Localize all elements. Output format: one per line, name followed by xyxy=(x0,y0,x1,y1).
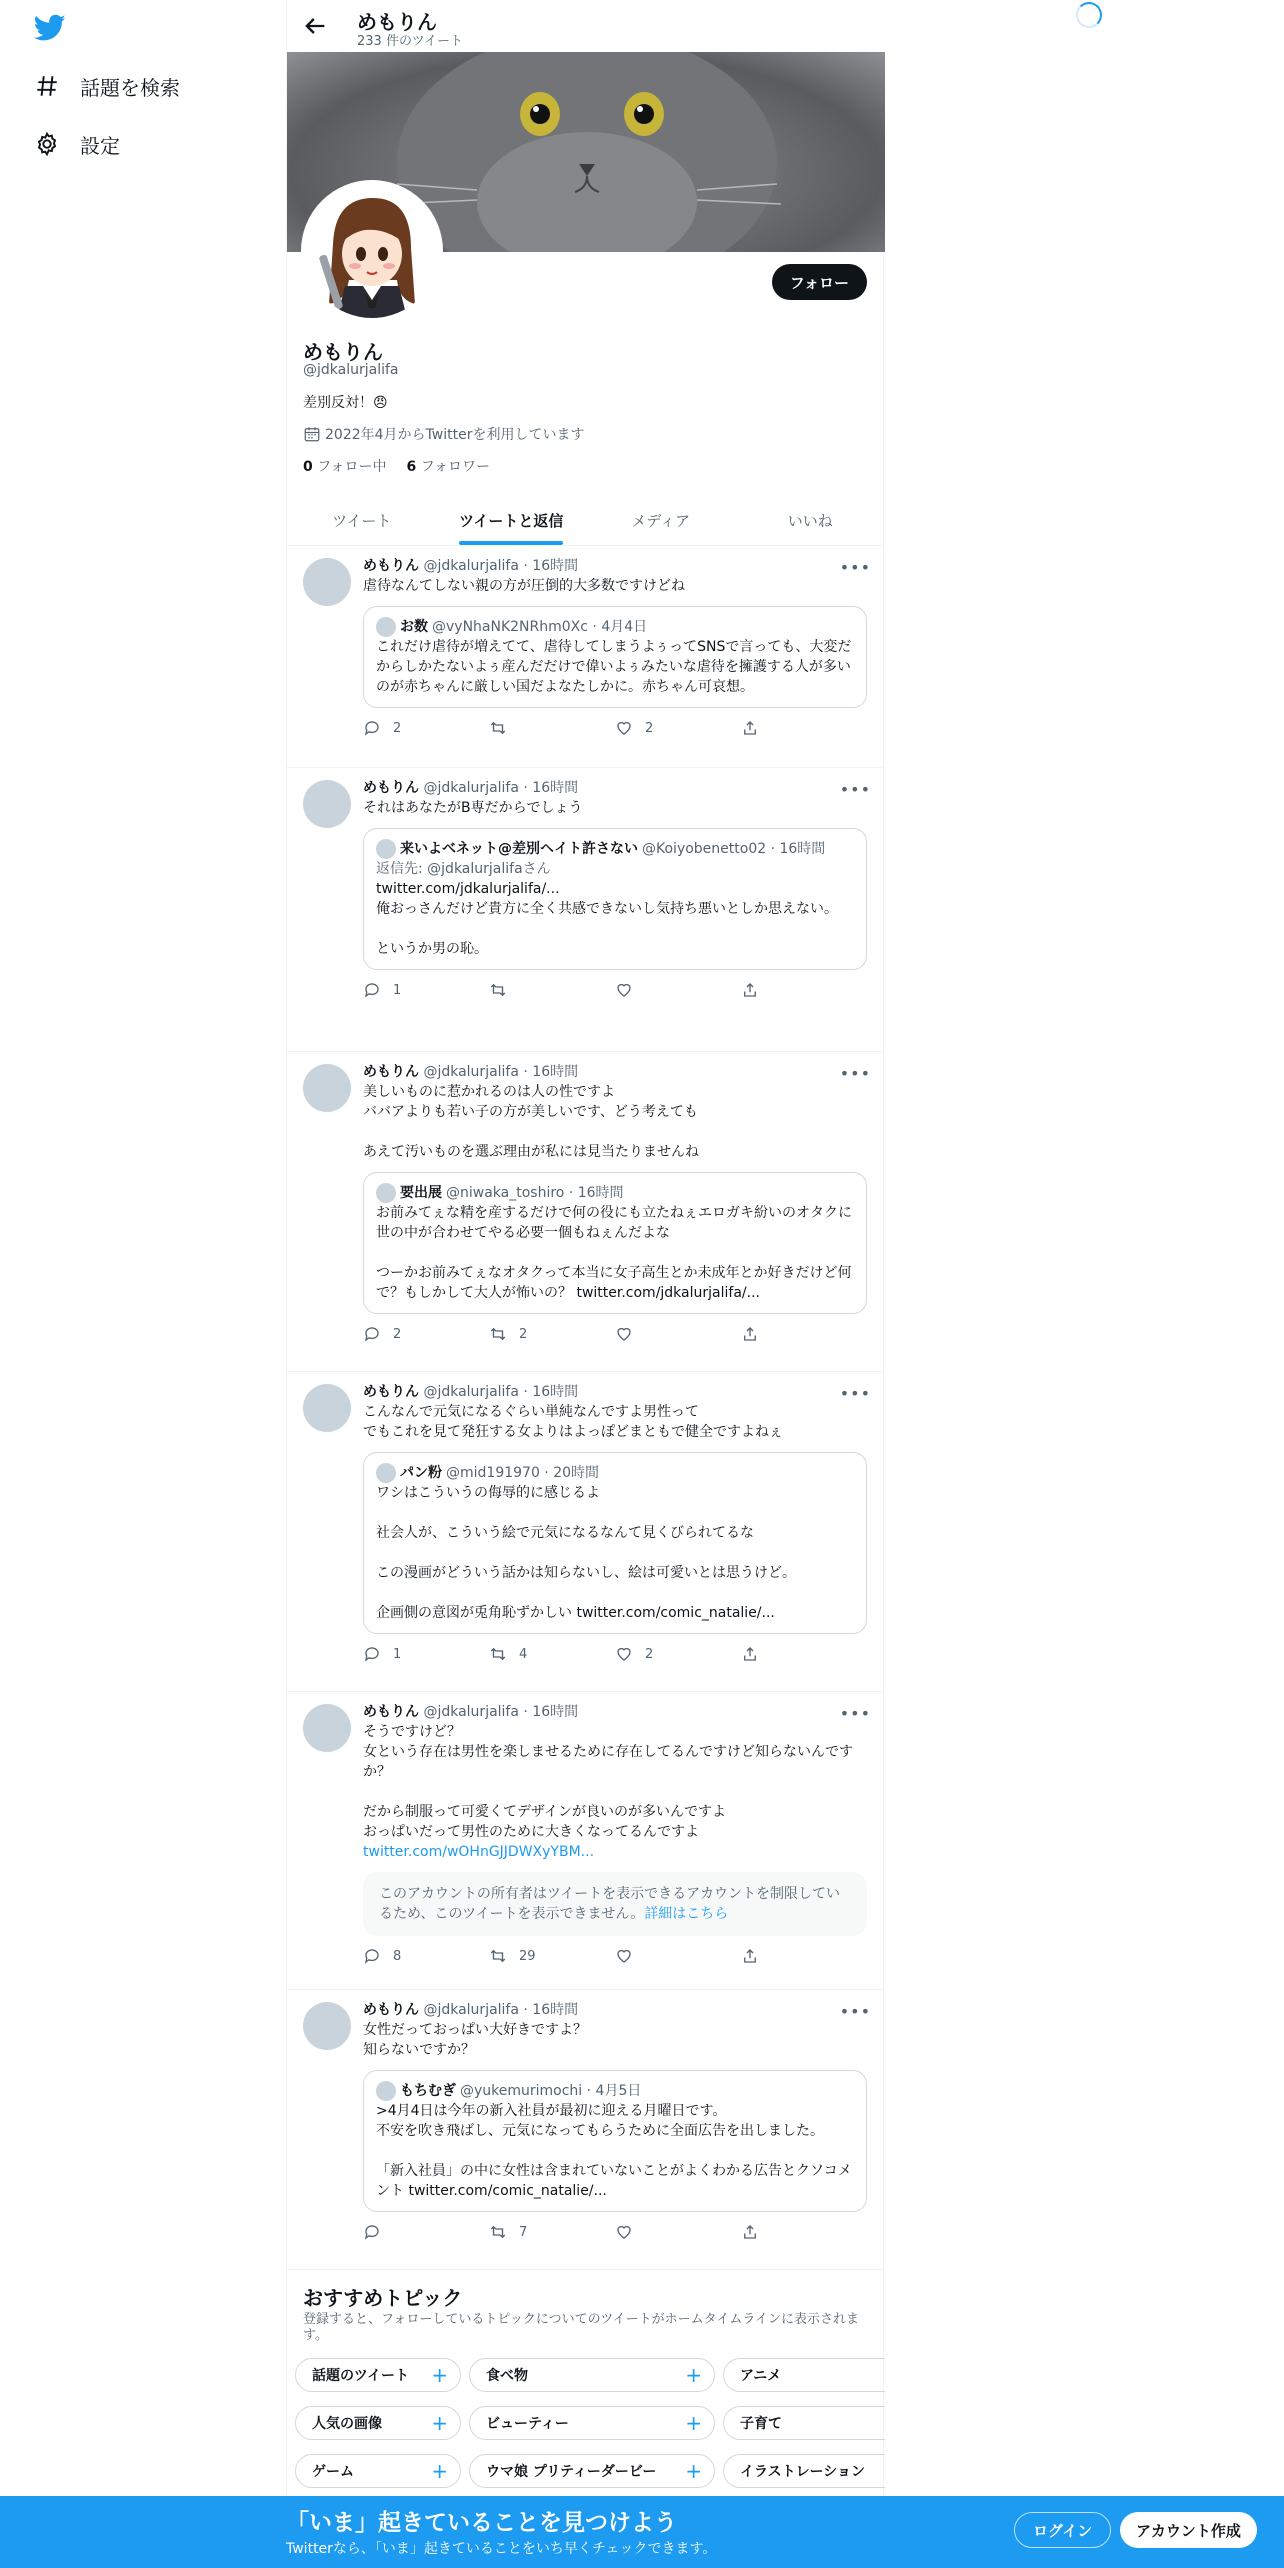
tweet-author-name[interactable]: めもりん xyxy=(363,2002,419,2018)
unavailable-tweet-notice xyxy=(363,1872,867,1936)
quoted-avatar xyxy=(376,839,396,859)
share-icon xyxy=(741,1947,759,1965)
like-button[interactable] xyxy=(615,981,741,999)
quoted-author-name: お数 xyxy=(400,619,428,635)
quoted-tweet[interactable] xyxy=(363,828,867,970)
tweet-avatar[interactable] xyxy=(303,1064,351,1112)
like-button[interactable] xyxy=(615,2223,741,2241)
signup-button[interactable]: アカウント作成 xyxy=(1120,2512,1257,2548)
reply-button[interactable] xyxy=(363,2223,489,2241)
tweet[interactable] xyxy=(287,1052,885,1372)
topic-label: 子育て xyxy=(740,2416,782,2432)
quoted-avatar xyxy=(376,1183,396,1203)
quoted-meta: @mid191970 · 20時間 xyxy=(446,1465,600,1481)
tweet-meta: @jdkalurjalifa · 16時間 xyxy=(423,1704,579,1720)
tweet-header xyxy=(363,778,871,798)
topic-chip[interactable] xyxy=(469,2406,715,2440)
notice-text: このアカウントの所有者はツイートを表示できるアカウントを制限しているため、このツイートを表示できません。 xyxy=(379,1886,841,1922)
plus-icon[interactable]: + xyxy=(431,2411,448,2435)
back-arrow-icon[interactable] xyxy=(301,12,329,40)
share-icon xyxy=(741,1645,759,1663)
heart-icon xyxy=(615,719,633,737)
quoted-text: お前みてぇな精を産するだけで何の役にも立たねぇエロガキ紛いのオタクに世の中が合わせてやる必要一個もねぇんだよな つーかお前みてぇなオタクって本当に女子高生とか未成年とか好きだけど何で？もしかして大人が怖いの？ twitter.com/jdkalurjalifa/... xyxy=(376,1205,852,1301)
retweet-count: 2 xyxy=(519,1326,528,1342)
share-button[interactable] xyxy=(741,1325,867,1343)
retweet-button[interactable] xyxy=(489,981,615,999)
reply-button[interactable] xyxy=(363,981,489,999)
reply-icon xyxy=(363,2223,381,2241)
quoted-tweet[interactable] xyxy=(363,1172,867,1314)
nav-item-explore[interactable] xyxy=(34,66,180,106)
quoted-meta: @niwaka_toshiro · 16時間 xyxy=(446,1185,624,1201)
tweet[interactable] xyxy=(287,768,885,1052)
topic-label: イラストレーション xyxy=(740,2464,866,2480)
share-button[interactable] xyxy=(741,1645,867,1663)
heart-icon xyxy=(615,1645,633,1663)
topic-chip[interactable] xyxy=(295,2454,461,2488)
topic-label: アニメ xyxy=(740,2368,782,2384)
tweet-body xyxy=(363,556,871,738)
tweet-actions xyxy=(363,2222,871,2242)
profile-bio: 差別反対！😠 xyxy=(303,395,388,411)
plus-icon[interactable]: + xyxy=(431,2459,448,2483)
learn-more-link[interactable]: 詳細はこちら xyxy=(644,1906,729,1922)
more-options-icon[interactable]: ••• xyxy=(839,1384,871,1403)
tweet-body xyxy=(363,778,871,1000)
tweet-author-name[interactable]: めもりん xyxy=(363,780,419,796)
quoted-tweet[interactable] xyxy=(363,606,867,708)
retweet-count: 7 xyxy=(519,2224,528,2240)
tab-media[interactable]: メディア xyxy=(631,512,691,530)
followers-label: フォロワー xyxy=(420,459,491,475)
profile-joined xyxy=(303,424,584,444)
tweet-meta: @jdkalurjalifa · 16時間 xyxy=(423,2002,579,2018)
follow-button[interactable]: フォロー xyxy=(772,264,867,300)
topic-chip[interactable] xyxy=(295,2358,461,2392)
nav-item-settings[interactable] xyxy=(34,124,120,164)
tweet-header xyxy=(363,2000,871,2020)
tweet-text: そうですけど？ 女という存在は男性を楽しませるために存在してるんですけど知らないんですか？ だから制服って可愛くてデザインが良いのが多いんですよ おっぱいだって男性のために大きくなってるんですよ xyxy=(363,1724,853,1840)
retweet-icon xyxy=(489,1325,507,1343)
tweet-actions xyxy=(363,1324,871,1344)
reply-icon xyxy=(363,1947,381,1965)
more-options-icon[interactable]: ••• xyxy=(839,1704,871,1723)
reply-icon xyxy=(363,1645,381,1663)
tweet-avatar[interactable] xyxy=(303,2002,351,2050)
profile-stats xyxy=(303,456,490,476)
profile-name: めもりん xyxy=(303,340,383,364)
more-options-icon[interactable]: ••• xyxy=(839,780,871,799)
followers-count: 6 xyxy=(406,459,417,475)
quoted-author-name: もちむぎ xyxy=(400,2083,456,2099)
tab-tweets-and-replies[interactable]: ツイートと返信 xyxy=(437,496,587,545)
heart-icon xyxy=(615,1325,633,1343)
tweet-avatar[interactable] xyxy=(303,780,351,828)
hashtag-icon xyxy=(34,73,60,99)
tweet-text: 美しいものに惹かれるのは人の性ですよ ババアよりも若い子の方が美しいです、どう考えても あえて汚いものを選ぶ理由が私には見当たりませんね xyxy=(363,1084,699,1160)
like-button[interactable] xyxy=(615,1645,741,1663)
topic-label: ウマ娘 プリティーダービー xyxy=(486,2464,657,2480)
share-button[interactable] xyxy=(741,2223,867,2241)
twitter-logo-icon[interactable] xyxy=(34,14,66,42)
quoted-avatar xyxy=(376,1463,396,1483)
profile-column xyxy=(286,0,884,2568)
following-label: フォロー中 xyxy=(317,459,387,475)
topic-chip[interactable] xyxy=(723,2358,885,2392)
nav-item-label: 設定 xyxy=(80,133,120,158)
reply-count: 2 xyxy=(393,720,402,736)
tweet-header xyxy=(363,1062,871,1082)
like-count: 2 xyxy=(645,720,654,736)
tweet-text: 虐待なんてしない親の方が圧倒的大多数ですけどね xyxy=(363,578,685,594)
topic-chip[interactable] xyxy=(723,2454,885,2488)
reply-button[interactable] xyxy=(363,1645,489,1663)
quoted-tweet-header xyxy=(376,1463,854,1483)
retweet-button[interactable] xyxy=(489,1645,615,1663)
reply-icon xyxy=(363,1325,381,1343)
tweet-meta: @jdkalurjalifa · 16時間 xyxy=(423,1064,579,1080)
banner-title: 「いま」起きていることを見つけよう xyxy=(286,2510,677,2536)
reply-button[interactable] xyxy=(363,1947,489,1965)
quoted-author-name: 来いよベネット@差別ヘイト許さない xyxy=(400,841,638,857)
tweet-avatar[interactable] xyxy=(303,1384,351,1432)
plus-icon[interactable]: + xyxy=(685,2411,702,2435)
quoted-meta: @Koiyobenetto02 · 16時間 xyxy=(642,841,826,857)
quoted-author-name: 要出展 xyxy=(400,1185,442,1201)
retweet-icon xyxy=(489,2223,507,2241)
like-button[interactable] xyxy=(615,1325,741,1343)
topics-description: 登録すると、フォローしているトピックについてのツイートがホームタイムラインに表示されます。 xyxy=(303,2312,860,2343)
share-icon xyxy=(741,719,759,737)
topic-chip[interactable] xyxy=(469,2358,715,2392)
retweet-button[interactable] xyxy=(489,719,615,737)
retweet-icon xyxy=(489,1947,507,1965)
tweet-actions xyxy=(363,980,871,1000)
tweet-meta: @jdkalurjalifa · 16時間 xyxy=(423,558,579,574)
tweet-text: 女性だっておっぱい大好きですよ？ 知らないですか？ xyxy=(363,2022,587,2058)
reply-count: 1 xyxy=(393,1646,402,1662)
tweet[interactable] xyxy=(287,546,885,768)
topic-chip[interactable] xyxy=(295,2406,461,2440)
nav-item-label: 話題を検索 xyxy=(80,75,180,100)
reply-button[interactable] xyxy=(363,1325,489,1343)
tweet-author-name[interactable]: めもりん xyxy=(363,1704,419,1720)
quoted-text: >4月4日は今年の新入社員が最初に迎える月曜日です。 不安を吹き飛ばし、元気になってもらうために全面広告を出しました。 「新入社員」の中に女性は含まれていないことがよくわかる広告とクソコメント twitter.com/comic_natalie/... xyxy=(376,2103,852,2199)
tweet-actions xyxy=(363,1644,871,1664)
loading-spinner-icon xyxy=(1076,2,1102,28)
tweet-body xyxy=(363,2000,871,2242)
more-options-icon[interactable]: ••• xyxy=(839,558,871,577)
quoted-avatar xyxy=(376,617,396,637)
tab-likes[interactable]: いいね xyxy=(787,512,833,530)
tweet-author-name[interactable]: めもりん xyxy=(363,1064,419,1080)
joined-text: 2022年4月からTwitterを利用しています xyxy=(325,427,585,443)
tweet[interactable] xyxy=(287,1692,885,1990)
share-button[interactable] xyxy=(741,981,867,999)
tweet-body xyxy=(363,1382,871,1664)
share-icon xyxy=(741,981,759,999)
plus-icon[interactable]: + xyxy=(685,2459,702,2483)
topics-title: おすすめトピック xyxy=(303,2286,463,2310)
avatar-illustration xyxy=(305,184,439,318)
quoted-tweet[interactable] xyxy=(363,2070,867,2212)
topic-chip[interactable] xyxy=(469,2454,715,2488)
tweet-header xyxy=(363,1382,871,1402)
quoted-author-name: パン粉 xyxy=(400,1465,442,1481)
tweet-author-name[interactable]: めもりん xyxy=(363,558,419,574)
banner-subtitle: Twitterなら、「いま」起きていることをいち早くチェックできます。 xyxy=(286,2541,717,2557)
tweet-body xyxy=(363,1062,871,1344)
quoted-meta: @yukemurimochi · 4月5日 xyxy=(460,2083,642,2099)
quoted-meta: @vyNhaNK2NRhm0Xc · 4月4日 xyxy=(432,619,648,635)
heart-icon xyxy=(615,2223,633,2241)
share-icon xyxy=(741,1325,759,1343)
tweet-author-name[interactable]: めもりん xyxy=(363,1384,419,1400)
tweet-actions xyxy=(363,1946,871,1966)
tweet-meta: @jdkalurjalifa · 16時間 xyxy=(423,1384,579,1400)
tweet-meta: @jdkalurjalifa · 16時間 xyxy=(423,780,579,796)
following-link[interactable] xyxy=(303,456,387,476)
quoted-tweet-header xyxy=(376,1183,854,1203)
quoted-tweet-header xyxy=(376,617,854,637)
tweet-text: それはあなたがB専だからでしょう xyxy=(363,800,583,816)
plus-icon[interactable]: + xyxy=(431,2363,448,2387)
topic-label: ビューティー xyxy=(486,2416,569,2432)
reply-icon xyxy=(363,719,381,737)
topic-label: ゲーム xyxy=(312,2464,354,2480)
retweet-icon xyxy=(489,1645,507,1663)
retweet-button[interactable] xyxy=(489,1325,615,1343)
reply-count: 2 xyxy=(393,1326,402,1342)
heart-icon xyxy=(615,1947,633,1965)
profile-avatar[interactable] xyxy=(301,180,443,322)
quoted-text: twitter.com/jdkalurjalifa/... 俺おっさんだけど貴方に全く共感できないし気持ち悪いとしか思えない。 というか男の恥。 xyxy=(376,881,838,957)
tweet-body xyxy=(363,1702,871,1966)
topic-label: 話題のツイート xyxy=(312,2368,410,2384)
share-icon xyxy=(741,2223,759,2241)
signup-banner xyxy=(0,2496,1284,2568)
tweet[interactable] xyxy=(287,1990,885,2270)
quoted-text: ワシはこういうの侮辱的に感じるよ 社会人が、こういう絵で元気になるなんて見くびられてるな この漫画がどういう話かは知らないし、絵は可愛いとは思うけど。 企画側の意図が兎角恥ずかしい twitter.com/comic_natalie/... xyxy=(376,1485,796,1621)
calendar-icon xyxy=(303,425,321,443)
tweet-actions xyxy=(363,718,871,738)
gear-icon xyxy=(34,131,60,157)
like-count: 2 xyxy=(645,1646,654,1662)
tweet-header xyxy=(363,1702,871,1722)
profile-handle: @jdkalurjalifa xyxy=(303,362,399,378)
profile-tabs xyxy=(287,496,885,546)
tweet-header xyxy=(363,556,871,576)
retweet-count: 4 xyxy=(519,1646,528,1662)
retweet-icon xyxy=(489,719,507,737)
reply-count: 1 xyxy=(393,982,402,998)
like-button[interactable] xyxy=(615,719,741,737)
retweet-button[interactable] xyxy=(489,1947,615,1965)
quoted-tweet-header xyxy=(376,839,854,859)
login-button[interactable]: ログイン xyxy=(1014,2512,1111,2548)
tweet-link[interactable]: twitter.com/wOHnGJJDWXyYBM... xyxy=(363,1844,595,1860)
tweet-avatar[interactable] xyxy=(303,1704,351,1752)
like-button[interactable] xyxy=(615,1947,741,1965)
retweet-icon xyxy=(489,981,507,999)
reply-button[interactable] xyxy=(363,719,489,737)
share-button[interactable] xyxy=(741,719,867,737)
more-options-icon[interactable]: ••• xyxy=(839,1064,871,1083)
tweet[interactable] xyxy=(287,1372,885,1692)
share-button[interactable] xyxy=(741,1947,867,1965)
followers-link[interactable] xyxy=(407,456,491,476)
profile-header-bar xyxy=(287,0,885,52)
following-count: 0 xyxy=(303,459,313,475)
tweet-text: こんなんで元気になるぐらい単純なんですよ男性って でもこれを見て発狂する女よりはよっぽどまともで健全ですよねぇ xyxy=(363,1404,783,1440)
quoted-avatar xyxy=(376,2081,396,2101)
reply-count: 8 xyxy=(393,1948,402,1964)
plus-icon[interactable]: + xyxy=(685,2363,702,2387)
quoted-reply-to: 返信先: @jdkalurjalifaさん xyxy=(376,861,551,877)
quoted-tweet-header xyxy=(376,2081,854,2101)
header-name: めもりん xyxy=(357,10,437,34)
tab-tweets[interactable]: ツイート xyxy=(332,512,392,530)
retweet-button[interactable] xyxy=(489,2223,615,2241)
quoted-tweet[interactable] xyxy=(363,1452,867,1634)
topic-label: 食べ物 xyxy=(486,2368,528,2384)
retweet-count: 29 xyxy=(519,1948,536,1964)
topic-label: 人気の画像 xyxy=(312,2416,382,2432)
tweet-avatar[interactable] xyxy=(303,558,351,606)
header-tweet-count: 233 件のツイート xyxy=(357,34,464,49)
quoted-text: これだけ虐待が増えてて、虐待してしまうよぅってSNSで言っても、大変だからしかたないよぅ産んだだけで偉いよぅみたいな虐待を擁護する人が多いのが赤ちゃんに厳しい国だよなたしかに。赤ちゃん可哀想。 xyxy=(376,639,852,695)
topic-chip[interactable] xyxy=(723,2406,885,2440)
more-options-icon[interactable]: ••• xyxy=(839,2002,871,2021)
heart-icon xyxy=(615,981,633,999)
reply-icon xyxy=(363,981,381,999)
